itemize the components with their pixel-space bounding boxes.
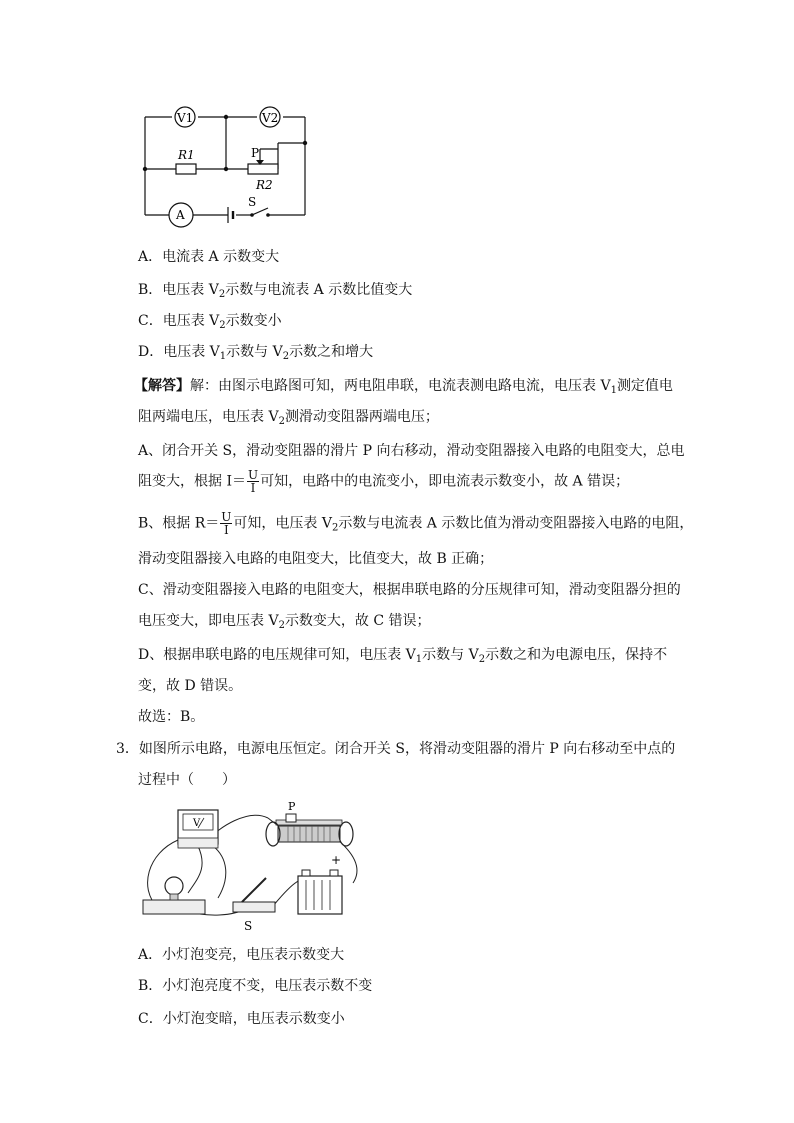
r2-label: R2 xyxy=(256,178,273,192)
answer-b-line-2: 滑动变阻器接入电路的电阻变大，比值变大，故 B 正确； xyxy=(138,551,494,567)
answer-a-line-2: 阻变大，根据 I＝ $\frac{U}{I}$ 可知，电路中的电流变小，即电流表示数变小，故 A 错误； xyxy=(138,468,630,495)
answer-line-1: 【解答】解：由图示电路图可知，两电阻串联，电流表测电路电流，电压表 $V_1$测定值电 xyxy=(134,378,673,396)
bulb-icon xyxy=(165,877,183,895)
lamp-base-icon xyxy=(143,900,205,914)
voltmeter-v-label: V xyxy=(193,818,201,829)
rheostat-icon xyxy=(278,826,340,842)
fraction-u-over-i: $\frac{U}{I}$ xyxy=(221,510,232,537)
switch-icon xyxy=(233,902,275,912)
v2-label: V2 xyxy=(262,111,279,125)
answer-a-line-1: A、闭合开关 S，滑动变阻器的滑片 P 向右移动，滑动变阻器接入电路的电阻变大，总电 xyxy=(138,443,685,459)
q3-option-a: A．小灯泡变亮，电压表示数变大 xyxy=(138,947,345,963)
circuit-figure-q3 xyxy=(138,798,378,933)
q3-stem-line-1: 3．如图所示电路，电源电压恒定。闭合开关 S，将滑动变阻器的滑片 P 向右移动至中点的 xyxy=(116,741,676,757)
circuit-diagram-q2 xyxy=(140,105,315,230)
a-label: A xyxy=(176,208,185,222)
fraction-u-over-i: $\frac{U}{I}$ xyxy=(247,468,259,495)
answer-line-2: 阻两端电压，电压表 $V_2$测滑动变阻器两端电压； xyxy=(138,409,439,427)
v1-label: V1 xyxy=(177,111,194,125)
answer-c-line-2: 电压变大，即电压表 $V_2$示数变大，故 C 错误； xyxy=(138,613,431,631)
switch-s-label: S xyxy=(244,919,253,933)
q3-option-b: B．小灯泡亮度不变，电压表示数不变 xyxy=(138,978,373,994)
s-label: S xyxy=(248,195,257,209)
answer-d-line-2: 变，故 D 错误。 xyxy=(138,678,243,694)
q2-option-a: A．电流表 A 示数变大 xyxy=(138,249,280,265)
answer-b-line-1: B、根据 R＝ $\frac{U}{I}$ 可知，电压表 $V_2$示数与电流表 A 示数比值为滑动变阻器接入电路的电阻， xyxy=(138,510,694,537)
q3-option-c: C．小灯泡变暗，电压表示数变小 xyxy=(138,1011,345,1027)
answer-choice: 故选：B。 xyxy=(138,709,205,725)
r1-label: R1 xyxy=(178,148,195,162)
answer-c-line-1: C、滑动变阻器接入电路的电阻变大，根据串联电路的分压规律可知，滑动变阻器分担的 xyxy=(138,582,681,598)
q3-stem-line-2: 过程中（ ） xyxy=(138,772,236,788)
resistor-r1 xyxy=(176,164,196,174)
q2-option-b: B．电压表 $V_2$示数与电流表 A 示数比值变大 xyxy=(138,282,413,300)
battery-icon xyxy=(298,876,342,914)
battery-plus-label: + xyxy=(331,853,342,867)
answer-d-line-1: D、根据串联电路的电压规律可知，电压表 $V_1$示数与 $V_2$示数之和为电源电压，保持不 xyxy=(138,647,668,665)
q2-option-d: D．电压表 $V_1$示数与 $V_2$示数之和增大 xyxy=(138,344,374,362)
rheostat-p-label: P xyxy=(288,800,296,813)
rheostat-r2 xyxy=(248,164,278,174)
q2-option-c: C．电压表 $V_2$示数变小 xyxy=(138,313,282,331)
p-label: P xyxy=(251,146,260,160)
